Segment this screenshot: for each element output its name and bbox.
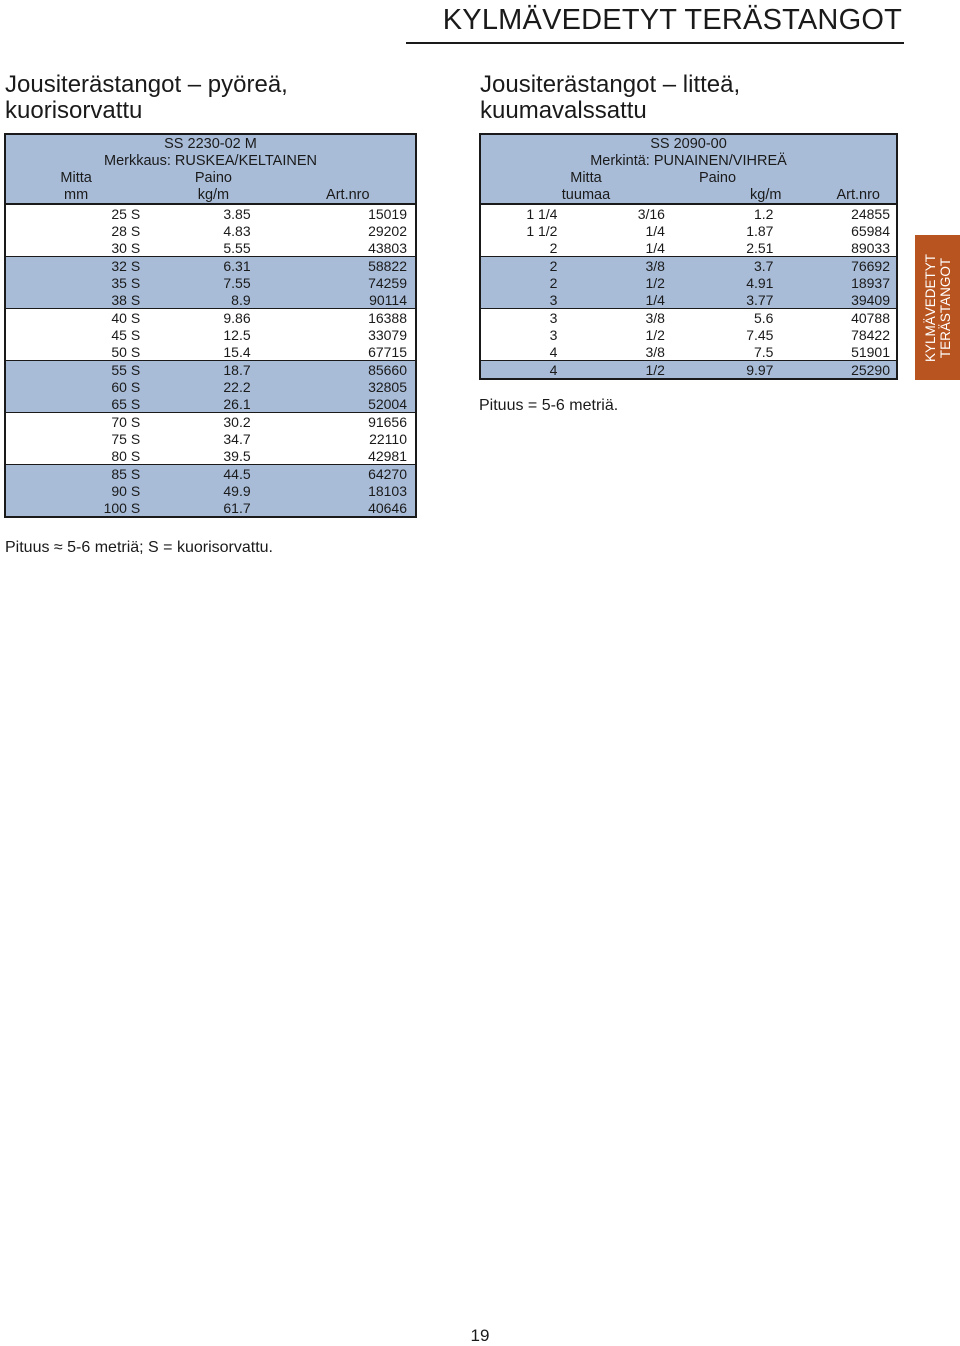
right-col2-unit: kg/m [691, 186, 786, 204]
table-cell: 12.5 [223, 326, 251, 343]
right-title-line1: Jousiterästangot – litteä, [480, 71, 741, 98]
table-cell: 3.77 [691, 291, 786, 309]
table-cell: 1/4 [579, 239, 690, 257]
table-cell: 65 S [5, 395, 146, 413]
table-cell: 28 S [111, 222, 141, 239]
table-row [480, 222, 897, 239]
table-cell: 91656 [368, 413, 407, 430]
table-row [5, 257, 416, 275]
table-cell: 55 S [5, 361, 146, 379]
table-cell: 16388 [368, 309, 407, 326]
table-cell: 90 S [5, 482, 146, 499]
table-cell: 43803 [281, 239, 416, 257]
left-col1-head: Mitta [5, 169, 146, 186]
table-cell: 85660 [281, 361, 416, 379]
right-standard: SS 2090-00 [480, 134, 897, 152]
table-cell: 40788 [851, 309, 890, 326]
table-row [480, 343, 897, 361]
table-cell: 2.51 [691, 239, 786, 257]
table-cell: 75 S [111, 430, 141, 447]
table-cell: 58822 [281, 257, 416, 275]
table-cell: 65984 [851, 222, 890, 239]
table-row [5, 361, 416, 379]
left-title-line2: kuorisorvattu [5, 97, 143, 124]
table-cell: 26.1 [146, 395, 280, 413]
table-cell: 4.83 [223, 222, 251, 239]
table-cell: 3/16 [637, 205, 665, 222]
table-cell: 1.87 [746, 222, 774, 239]
table-cell: 67715 [281, 343, 416, 361]
left-col1-unit: mm [5, 186, 146, 204]
right-marking: Merkintä: PUNAINEN/VIHREÄ [480, 152, 897, 169]
table-cell: 18937 [785, 274, 897, 291]
table-row [5, 395, 416, 413]
left-col2-head: Paino [146, 169, 280, 186]
table-cell: 61.7 [146, 499, 280, 517]
table-cell: 32805 [281, 378, 416, 395]
table-cell: 1/4 [645, 222, 665, 239]
table-cell: 50 S [5, 343, 146, 361]
table-row [5, 326, 416, 343]
table-cell: 5.6 [753, 309, 774, 326]
right-col1-unit: tuumaa [480, 186, 691, 204]
table-cell: 1/2 [579, 274, 690, 291]
table-row [5, 413, 416, 431]
table-cell: 38 S [5, 291, 146, 309]
table-cell: 1/2 [645, 326, 665, 343]
table-cell: 33079 [368, 326, 407, 343]
left-marking: Merkkaus: RUSKEA/KELTAINEN [5, 152, 416, 169]
table-cell: 40 S [111, 309, 141, 326]
table-row [5, 343, 416, 361]
table-cell: 30.2 [223, 413, 251, 430]
table-row [5, 465, 416, 483]
table-cell: 7.45 [746, 326, 774, 343]
left-standard: SS 2230-02 M [5, 134, 416, 152]
table-cell: 3/8 [579, 343, 690, 361]
table-cell: 3/8 [645, 309, 665, 326]
table-cell: 52004 [281, 395, 416, 413]
table-cell: 15.4 [146, 343, 280, 361]
right-title-line2: kuumavalssattu [480, 97, 647, 124]
table-cell: 22110 [369, 430, 407, 447]
table-cell: 32 S [5, 257, 146, 275]
table-cell: 49.9 [146, 482, 280, 499]
table-cell: 1/4 [579, 291, 690, 309]
table-cell: 2 [480, 239, 579, 257]
table-cell: 90114 [281, 291, 416, 309]
side-tab-line2: TERÄSTANGOT [937, 257, 953, 358]
header-rule [406, 42, 904, 44]
table-cell: 2 [480, 274, 579, 291]
table-cell: 3 [549, 309, 558, 326]
table-row [480, 204, 897, 222]
table-cell: 22.2 [146, 378, 280, 395]
table-cell: 74259 [281, 274, 416, 291]
table-row [5, 378, 416, 395]
table-cell: 1.2 [753, 205, 774, 222]
table-cell: 80 S [5, 447, 146, 465]
table-row [5, 309, 416, 327]
right-section-title [480, 72, 740, 124]
table-cell: 51901 [785, 343, 897, 361]
table-cell: 78422 [851, 326, 890, 343]
table-cell: 3 [549, 326, 558, 343]
side-tab-line1: KYLMÄVEDETYT [922, 253, 938, 362]
table-cell: 4.91 [691, 274, 786, 291]
table-cell: 25 S [111, 205, 141, 222]
left-col3-head: Art.nro [281, 186, 416, 204]
table-row [480, 239, 897, 257]
table-cell: 9.86 [223, 309, 251, 326]
table-row [5, 291, 416, 309]
table-cell: 1 1/2 [526, 222, 558, 239]
table-cell: 44.5 [146, 465, 280, 483]
left-title-line1: Jousiterästangot – pyöreä, [5, 71, 288, 98]
table-cell: 8.9 [146, 291, 280, 309]
table-row [5, 499, 416, 517]
page-number: 19 [470, 1326, 490, 1345]
table-cell: 4 [480, 343, 579, 361]
table-row [5, 447, 416, 465]
table-cell: 89033 [785, 239, 897, 257]
flat-bar-table [479, 133, 898, 380]
table-cell: 1/2 [579, 361, 690, 380]
right-note: Pituus = 5-6 metriä. [479, 397, 619, 414]
table-cell: 2 [480, 257, 579, 275]
right-col2-head: Paino [691, 169, 897, 186]
table-cell: 60 S [5, 378, 146, 395]
table-cell: 18.7 [146, 361, 280, 379]
table-cell: 30 S [5, 239, 146, 257]
table-cell: 35 S [5, 274, 146, 291]
table-cell: 29202 [368, 222, 407, 239]
table-cell: 70 S [111, 413, 141, 430]
table-row [480, 309, 897, 327]
table-cell: 40646 [281, 499, 416, 517]
table-row [480, 257, 897, 275]
table-row [5, 239, 416, 257]
table-cell: 9.97 [691, 361, 786, 380]
table-cell: 3.7 [691, 257, 786, 275]
table-cell: 76692 [785, 257, 897, 275]
table-row [5, 204, 416, 222]
table-cell: 25290 [785, 361, 897, 380]
side-tab [915, 235, 960, 380]
table-cell: 7.55 [146, 274, 280, 291]
round-bar-table [4, 133, 417, 518]
table-cell: 24855 [851, 205, 890, 222]
table-cell: 3.85 [223, 205, 251, 222]
table-cell: 5.55 [146, 239, 280, 257]
table-cell: 6.31 [146, 257, 280, 275]
left-section-title [5, 72, 288, 124]
table-cell: 100 S [5, 499, 146, 517]
table-cell: 4 [480, 361, 579, 380]
right-col1-head: Mitta [480, 169, 691, 186]
table-row [5, 274, 416, 291]
table-cell: 18103 [281, 482, 416, 499]
table-cell: 64270 [281, 465, 416, 483]
right-col3-head: Art.nro [785, 186, 897, 204]
table-cell: 1 1/4 [526, 205, 558, 222]
table-cell: 39409 [785, 291, 897, 309]
table-row [5, 482, 416, 499]
table-row [480, 361, 897, 380]
table-row [480, 326, 897, 343]
table-cell: 85 S [5, 465, 146, 483]
table-cell: 3 [480, 291, 579, 309]
page-header-title: KYLMÄVEDETYT TERÄSTANGOT [442, 4, 902, 36]
left-col2-unit: kg/m [146, 186, 280, 204]
left-note: Pituus ≈ 5-6 metriä; S = kuorisorvattu. [5, 539, 273, 556]
table-cell: 3/8 [579, 257, 690, 275]
table-cell: 45 S [111, 326, 141, 343]
table-row [5, 430, 416, 447]
table-cell: 42981 [281, 447, 416, 465]
side-tab-label [923, 253, 953, 361]
table-row [5, 222, 416, 239]
table-cell: 34.7 [223, 430, 251, 447]
table-cell: 15019 [368, 205, 407, 222]
table-row [480, 291, 897, 309]
table-cell: 39.5 [146, 447, 280, 465]
table-cell: 7.5 [691, 343, 786, 361]
table-row [480, 274, 897, 291]
